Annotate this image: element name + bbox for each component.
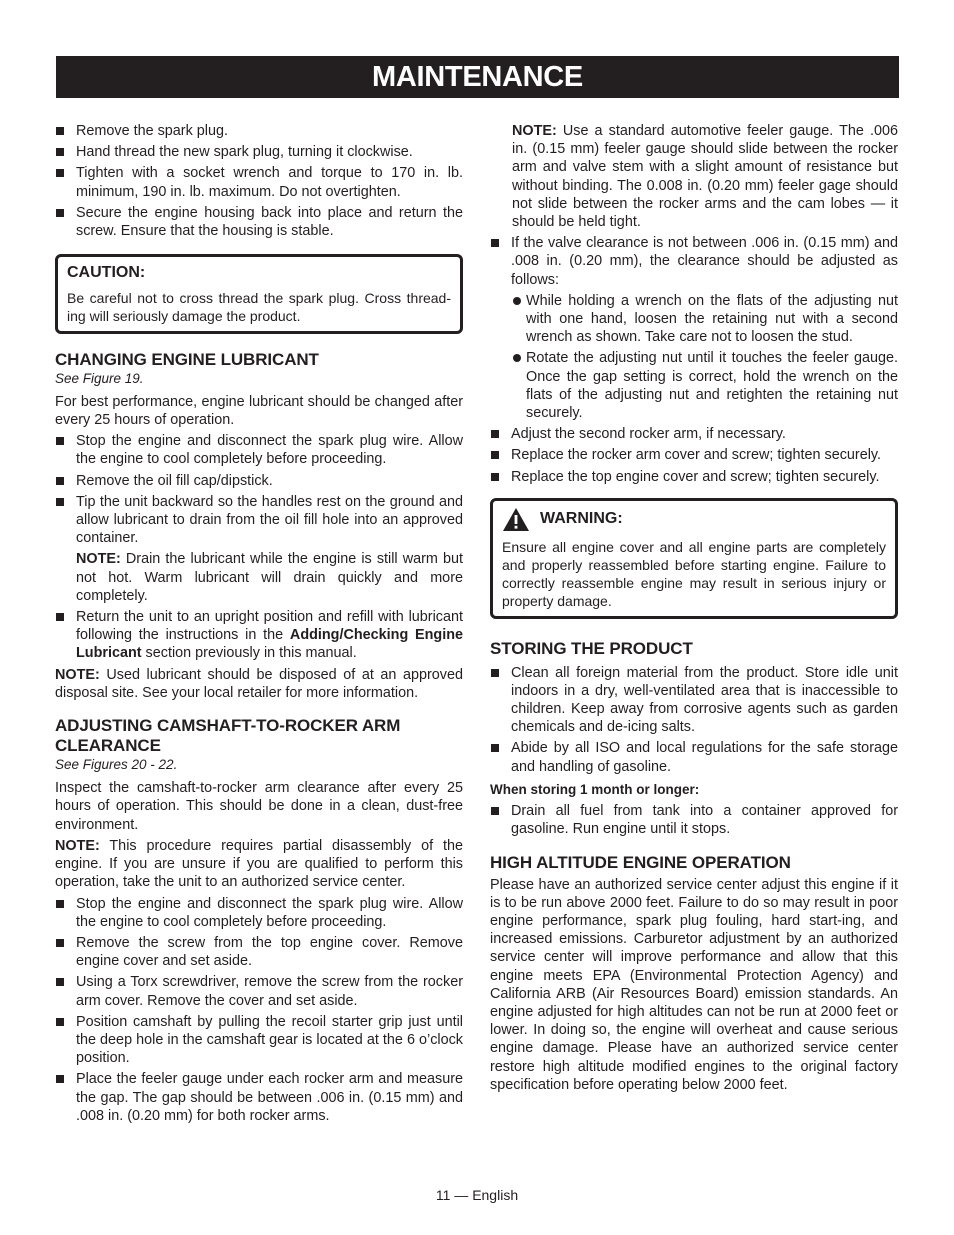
list-item: Secure the engine housing back into place and return the screw. Ensure that the housing is stable. <box>55 204 463 240</box>
list-item-text: Tip the unit backward so the handles rest on the ground and allow lubricant to drain from the oil fill hole into an approved container. <box>76 493 463 547</box>
note-text: This procedure requires partial disassembly of the engine. If you are unsure if you are qualified to perform this operation, take the unit to an authorized service center. <box>55 837 463 891</box>
list-item: While holding a wrench on the flats of the adjusting nut with one hand, loosen the retaining nut with a second wrench as shown. Take care not to loosen the stud. <box>511 292 898 347</box>
note-text: Use a standard automotive feeler gauge. The .006 in. (0.15 mm) feeler gauge should slide between the rocker arm and valve stem with a slight amount of resistance but without binding. The 0.008 in. (0.20 mm) feeler gage should not slide between the rocker arms and the cam lobes — it should be held tight. <box>512 123 898 231</box>
disposal-note <box>55 666 463 702</box>
valve-steps <box>490 234 898 486</box>
left-column <box>55 122 463 1128</box>
lubricant-figure-ref: See Figure 19. <box>55 370 144 386</box>
warning-text: Ensure all engine cover and all engine parts are completely and properly reassembled before starting engine. Failure to correctly reassemble engine may result in serious injury or property damage. <box>502 538 886 610</box>
list-item: Adjust the second rocker arm, if necessary. <box>490 425 898 443</box>
list-item: Clean all foreign material from the product. Store idle unit indoors in a dry, well-ventilated area that is inaccessible to children. Keep away from corrosive agents such as garden chemicals and de-icing salts. <box>490 664 898 737</box>
long-storage-steps <box>490 802 898 838</box>
list-item <box>55 493 463 605</box>
right-column <box>490 122 898 1097</box>
caution-box <box>55 254 463 333</box>
list-item: Stop the engine and disconnect the spark plug wire. Allow the engine to cool completely before proceeding. <box>55 895 463 931</box>
lubricant-intro: For best performance, engine lubricant should be changed after every 25 hours of operation. <box>55 393 463 429</box>
note-text: Drain the lubricant while the engine is still warm but not hot. Warm lubricant will drain quickly and more completely. <box>76 551 463 604</box>
warning-header <box>502 507 886 532</box>
note-label: NOTE: <box>512 123 557 139</box>
note-label: NOTE: <box>76 551 121 568</box>
warning-title: WARNING: <box>540 510 623 528</box>
list-item: Using a Torx screwdriver, remove the screw from the rocker arm cover. Remove the cover and set aside. <box>55 973 463 1009</box>
list-item: Replace the top engine cover and screw; tighten securely. <box>490 468 898 486</box>
caution-title: CAUTION: <box>67 264 146 282</box>
list-item-text: If the valve clearance is not between .006 in. (0.15 mm) and .008 in. (0.20 mm), the clearance should be adjusted as follows: <box>511 235 898 288</box>
list-item: Remove the oil fill cap/dipstick. <box>55 472 463 490</box>
list-item: Rotate the adjusting nut until it touches the feeler gauge. Once the gap setting is correct, hold the wrench on the flats of the adjusting nut and retighten the retaining nut securely. <box>511 349 898 422</box>
page-title: MAINTENANCE <box>56 56 899 98</box>
altitude-text: Please have an authorized service center adjust this engine if it is to be run above 2000 feet. Failure to do so may result in poor engine performance, spark plug fouling, hard start-ing, and increased emissions. Carburetor adjustment by an authorized service center will improve performance and allow that this engine meets EPA (Environmental Protection Agency) and California ARB (Air Resources Board) emission standards. An engine adjusted for high altitudes can not be run at 2000 feet or lower. In doing so, the engine will overheat and cause serious engine damage. Please have an authorized service center restore high altitude modified engines to the original factory specification before operating below 2000 feet. <box>490 876 898 1093</box>
list-item <box>55 608 463 663</box>
warning-triangle-icon <box>502 507 530 532</box>
valve-substeps <box>511 292 898 422</box>
list-item: Remove the spark plug. <box>55 122 463 140</box>
spark-plug-steps <box>55 122 463 240</box>
return-text-b: section previously in this manual. <box>141 645 357 662</box>
note-text: Used lubricant should be disposed of at an approved disposal site. See your local retailer for more information. <box>55 666 463 701</box>
note-label: NOTE: <box>55 666 100 683</box>
camshaft-figure-ref: See Figures 20 - 22. <box>55 757 178 773</box>
list-item: Stop the engine and disconnect the spark plug wire. Allow the engine to cool completely before proceeding. <box>55 432 463 468</box>
list-item: Position camshaft by pulling the recoil starter grip just until the deep hole in the camshaft gear is located at the 6 o’clock position. <box>55 1013 463 1068</box>
storing-steps <box>490 664 898 776</box>
list-item: Tighten with a socket wrench and torque to 170 in. lb. minimum, 190 in. lb. maximum. Do not overtighten. <box>55 164 463 200</box>
list-item: Abide by all ISO and local regulations for the safe storage and handling of gasoline. <box>490 739 898 775</box>
list-item: Drain all fuel from tank into a container approved for gasoline. Run engine until it stops. <box>490 802 898 838</box>
return-text-bold: Adding/Checking Engine Lubricant <box>76 627 463 662</box>
page-footer: 11 — English <box>435 1187 519 1203</box>
drain-note <box>76 550 463 605</box>
list-item <box>490 234 898 422</box>
list-item: Remove the screw from the top engine cover. Remove engine cover and set aside. <box>55 934 463 970</box>
storing-subheading: When storing 1 month or longer: <box>490 781 700 797</box>
list-item: Hand thread the new spark plug, turning it clockwise. <box>55 143 463 161</box>
camshaft-heading: ADJUSTING CAMSHAFT-TO-ROCKER ARM CLEARANCE <box>55 716 401 756</box>
list-item: Place the feeler gauge under each rocker arm and measure the gap. The gap should be between .006 in. (0.15 mm) and .008 in. (0.20 mm) for both rocker arms. <box>55 1070 463 1125</box>
camshaft-intro: Inspect the camshaft-to-rocker arm clearance after every 25 hours of operation. This should be done in a clean, dust-free environment. <box>55 780 463 833</box>
warning-box <box>490 498 898 619</box>
altitude-heading: HIGH ALTITUDE ENGINE OPERATION <box>490 852 791 872</box>
storing-heading: STORING THE PRODUCT <box>490 638 693 658</box>
list-item: Replace the rocker arm cover and screw; tighten securely. <box>490 446 898 464</box>
camshaft-note <box>55 837 463 892</box>
note-label: NOTE: <box>55 837 100 854</box>
camshaft-steps <box>55 895 463 1125</box>
caution-text: Be careful not to cross thread the spark plug. Cross thread-ing will seriously damage the product. <box>67 290 451 325</box>
feeler-gauge-note <box>490 122 898 231</box>
lubricant-steps <box>55 432 463 662</box>
lubricant-heading: CHANGING ENGINE LUBRICANT <box>55 349 319 369</box>
return-text-a: Return the unit to an upright position and refill with lubricant following the instructions in the <box>76 609 463 644</box>
